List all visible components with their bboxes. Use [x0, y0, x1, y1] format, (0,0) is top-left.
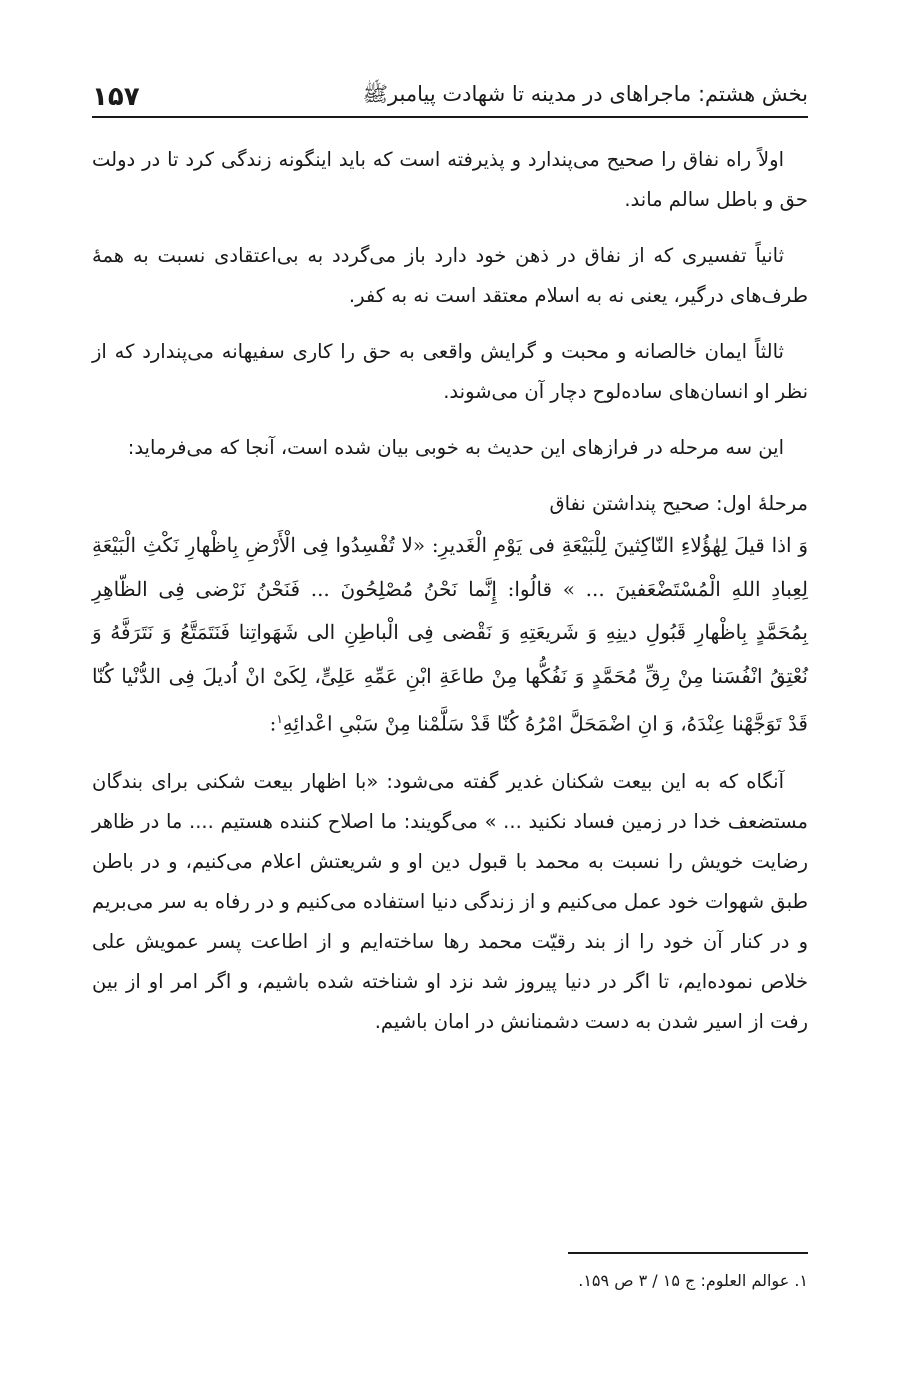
footnote-divider	[568, 1252, 808, 1254]
paragraph-translation: آنگاه که به این بیعت شکنان غدیر گفته می‌شود: «با اظهار بیعت شکنی برای بندگان مستضعف خدا در زمین فساد نکنید ... » می‌گویند: ما اصلاح کننده هستیم .... ما در ظاهر رضایت خویش را نسبت به محمد با قبول دین او و شریعتش اعلام می‌کنیم، و در باطن طبق شهوات خود عمل می‌کنیم و از زندگی دنیا استفاده می‌کنیم و در رفاه به سر می‌بریم و در کنار آن خود را از بند رقیّت محمد رها ساخته‌ایم و از اطاعت پسر عمویش علی خلاص نموده‌ایم، تا اگر در دنیا پیروز شد نزد او شناخته شده باشیم، و اگر امر او از بین رفت از اسیر شدن به دست دشمنانش در امان باشیم.	[92, 770, 808, 1034]
page-header	[92, 66, 808, 118]
page-number: ۱۵۷	[92, 82, 140, 112]
footnote-reference: ۱	[276, 712, 283, 726]
section-heading: مرحلهٔ اول: صحیح پنداشتن نفاق	[549, 492, 808, 515]
paragraph-second: ثانیاً تفسیری که از نفاق در ذهن خود دارد باز می‌گردد به بی‌اعتقادی نسبت به همهٔ طرف‌های درگیر، یعنی نه به اسلام معتقد است نه به کفر.	[92, 244, 808, 307]
arabic-hadith-quote	[92, 524, 808, 746]
paragraph-intro: این سه مرحله در فرازهای این حدیث به خوبی بیان شده است، آنجا که می‌فرماید:	[127, 436, 784, 459]
footnote: ۱. عوالم العلوم: ج ۱۵ / ۳ ص ۱۵۹.	[578, 1271, 808, 1290]
paragraph-first: اولاً راه نفاق را صحیح می‌پندارد و پذیرفته است که باید اینگونه زندگی کرد تا در دولت حق و باطل سالم ماند.	[92, 148, 808, 211]
body-text	[92, 140, 808, 1058]
paragraph-third: ثالثاً ایمان خالصانه و محبت و گرایش واقعی به حق را کاری سفیهانه می‌پندارد که از نظر او انسان‌های ساده‌لوح دچار آن می‌شوند.	[92, 340, 808, 403]
running-title: بخش هشتم: ماجراهای در مدینه تا شهادت پیامبرﷺ	[362, 82, 808, 106]
arabic-quote-end: :	[269, 711, 277, 736]
arabic-quote-text: وَ اذا قیلَ لِهٰؤُلاءِ النّاکِثینَ لِلْبَیْعَةِ فی یَوْمِ الْغَدیرِ: «لا تُفْسِدُوا فِی الْأَرْضِ بِاظْهارِ نَکْثِ الْبَیْعَةِ لِعِبادِ اللهِ الْمُسْتَضْعَفینَ ... » قالُوا: إِنَّما نَحْنُ مُصْلِحُونَ ... فَنَحْنُ نَرْضی فِی الظّاهِرِ بِمُحَمَّدٍ بِاظْهارِ قَبُولِ دینِهِ وَ شَریعَتِهِ وَ نَقْضی فِی الْباطِنِ الی شَهَواتِنا فَنَتَمَتَّعُ وَ نَتَرَفَّهُ وَ نُعْتِقُ انْفُسَنا مِنْ رِقِّ مُحَمَّدٍ وَ نَفُکُّها مِنْ طاعَةِ ابْنِ عَمِّهِ عَلِیٍّ، لِکَیْ انْ اُدیلَ فِی الدُّنْیا کُنّا قَدْ تَوَجَّهْنا عِنْدَهُ، وَ انِ اضْمَحَلَّ امْرُهُ کُنّا قَدْ سَلَّمْنا مِنْ سَبْیِ اعْدائِهِ	[92, 533, 808, 736]
